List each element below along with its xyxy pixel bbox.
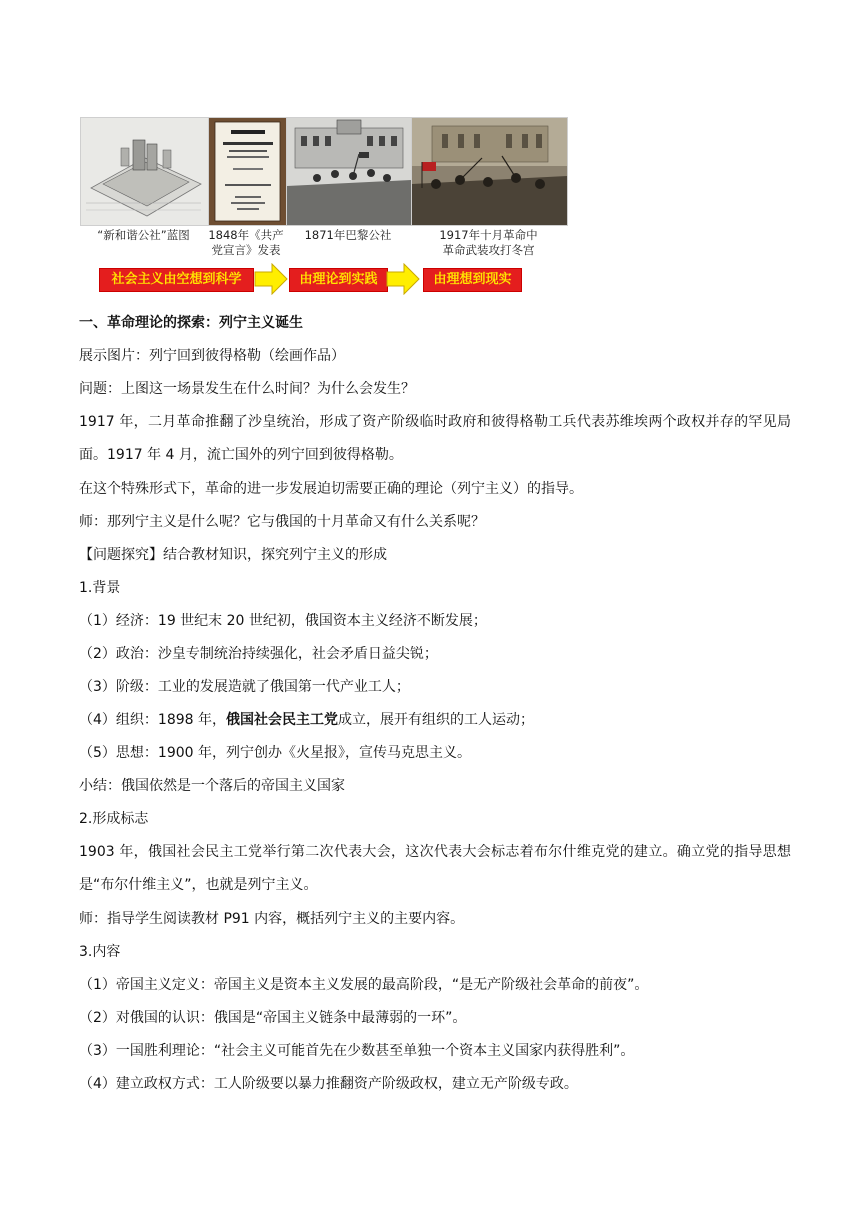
list-item: （2）对俄国的认识：俄国是“帝国主义链条中最薄弱的一环”。	[79, 1010, 467, 1026]
new-harmony-image	[80, 117, 209, 226]
list-item: （1）帝国主义定义：帝国主义是资本主义发展的最高阶段，“是无产阶级社会革命的前夜”。	[79, 977, 649, 993]
paris-commune-image	[286, 117, 412, 226]
subheading-content: 3.内容	[79, 944, 121, 960]
section-heading: 一、革命理论的探索：列宁主义诞生	[79, 315, 303, 331]
list-item	[79, 710, 791, 730]
caption-new-harmony: “新和谐公社”蓝图	[97, 228, 190, 242]
party-name-bold: 俄国社会民主工党	[226, 712, 338, 728]
banner-theory-to-practice: 由理论到实践	[289, 268, 388, 292]
paragraph: 【问题探究】结合教材知识，探究列宁主义的形成	[79, 547, 387, 563]
list-item-text: （4）组织：1898 年，	[79, 712, 226, 728]
banner-utopia-to-science: 社会主义由空想到科学	[99, 268, 254, 292]
caption-manifesto: 1848年《共产 党宣言》发表	[208, 228, 284, 257]
subheading-background: 1.背景	[79, 580, 121, 596]
paragraph: 1917 年，二月革命推翻了沙皇统治，形成了资产阶级临时政府和彼得格勒工兵代表苏维埃两个政权并存的罕见局面。1917 年 4 月，流亡国外的列宁回到彼得格勒。	[79, 414, 791, 463]
paragraph: 在这个特殊形式下，革命的进一步发展迫切需要正确的理论（列宁主义）的指导。	[79, 481, 583, 497]
manifesto-cover-image	[208, 117, 287, 226]
caption-october-revolution: 1917年十月革命中 革命武装攻打冬宫	[439, 228, 538, 257]
list-item: （3）一国胜利理论：“社会主义可能首先在少数甚至单独一个资本主义国家内获得胜利”。	[79, 1043, 635, 1059]
list-item: （1）经济：19 世纪末 20 世纪初，俄国资本主义经济不断发展；	[79, 613, 487, 629]
summary: 小结：俄国依然是一个落后的帝国主义国家	[79, 778, 345, 794]
paragraph: 师：指导学生阅读教材 P91 内容，概括列宁主义的主要内容。	[79, 911, 465, 927]
paragraph: 问题：上图这一场景发生在什么时间？为什么会发生？	[79, 381, 415, 397]
caption-paris-commune: 1871年巴黎公社	[304, 228, 392, 242]
paragraph: 1903 年，俄国社会民主工党举行第二次代表大会，这次代表大会标志着布尔什维克党的建立。确立党的指导思想是“布尔什维主义”，也就是列宁主义。	[79, 844, 791, 893]
list-item: （5）思想：1900 年，列宁创办《火星报》，宣传马克思主义。	[79, 745, 471, 761]
document-body	[79, 313, 791, 1107]
history-figure	[80, 117, 566, 297]
arrow-right-icon	[386, 263, 420, 295]
arrow-right-icon	[254, 263, 288, 295]
list-item-text: 成立，展开有组织的工人运动；	[338, 712, 534, 728]
list-item: （4）建立政权方式：工人阶级要以暴力推翻资产阶级政权，建立无产阶级专政。	[79, 1076, 578, 1092]
paragraph: 展示图片：列宁回到彼得格勒（绘画作品）	[79, 348, 345, 364]
list-item: （2）政治：沙皇专制统治持续强化，社会矛盾日益尖锐；	[79, 646, 438, 662]
banner-ideal-to-reality: 由理想到现实	[423, 268, 522, 292]
subheading-milestone: 2.形成标志	[79, 811, 149, 827]
paragraph: 师：那列宁主义是什么呢？它与俄国的十月革命又有什么关系呢？	[79, 514, 485, 530]
list-item: （3）阶级：工业的发展造就了俄国第一代产业工人；	[79, 679, 410, 695]
winter-palace-image	[411, 117, 568, 226]
